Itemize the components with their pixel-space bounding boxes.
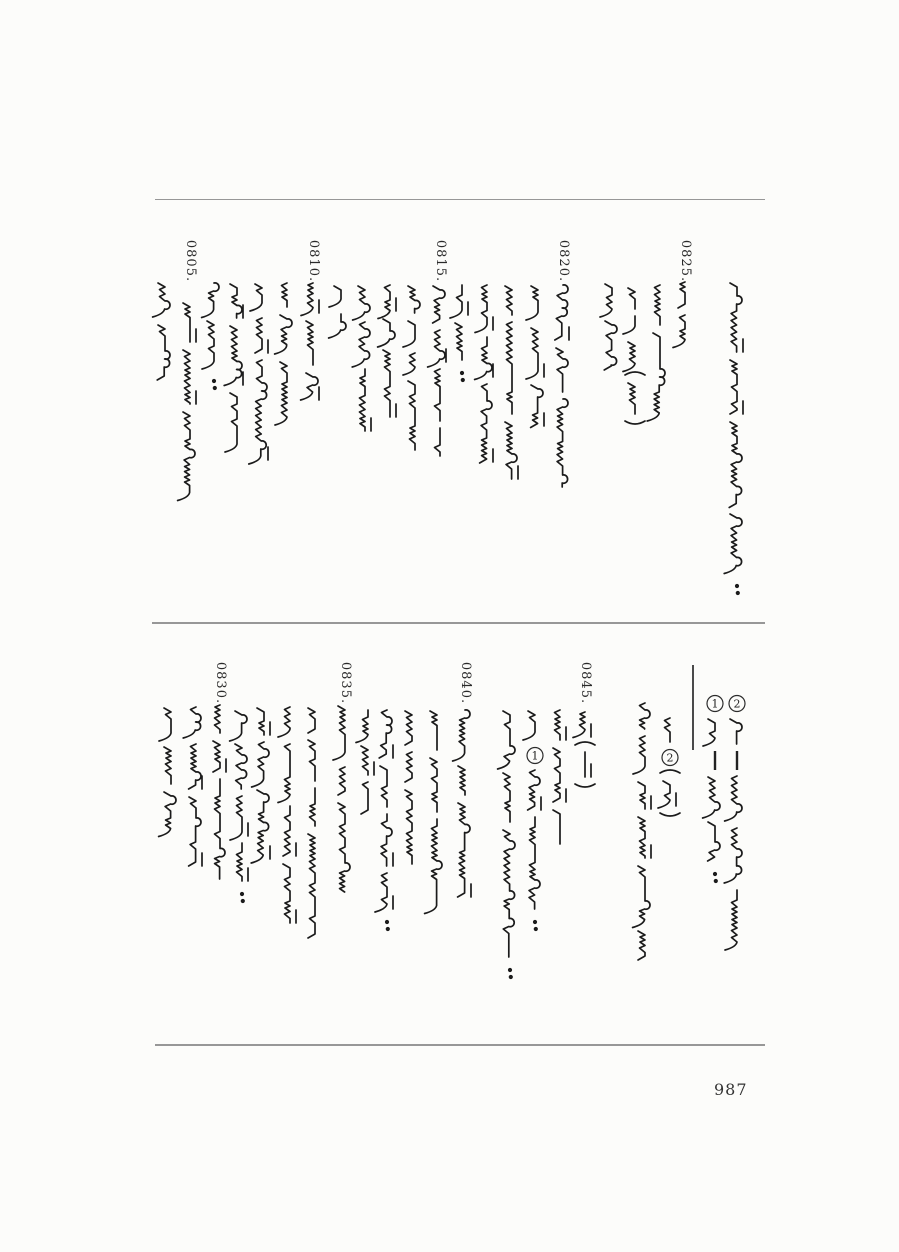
- mongolian-word-glyph: [724, 514, 742, 574]
- mongolian-word-glyph: [623, 316, 635, 334]
- mongolian-word-glyph: [658, 781, 676, 808]
- mongolian-word-glyph: [433, 286, 445, 323]
- mongolian-word-glyph: [507, 322, 513, 414]
- mongolian-word-glyph: [383, 350, 396, 417]
- mongolian-word-glyph: [189, 744, 202, 789]
- mongolian-word-glyph: [252, 742, 269, 787]
- mongolian-word-glyph: [475, 285, 493, 333]
- mongolian-word-glyph: [189, 797, 202, 866]
- mongolian-word-glyph: [505, 286, 512, 315]
- mongolian-word-glyph: [380, 766, 387, 807]
- mongolian-word-glyph: [381, 814, 393, 866]
- mongolian-word-glyph: [183, 707, 201, 738]
- mongolian-word-glyph: [425, 819, 442, 914]
- mongolian-word-glyph: [352, 322, 370, 367]
- full-stop-dot: [461, 378, 465, 382]
- mongolian-word-glyph: [225, 393, 237, 452]
- mongolian-word-glyph: [450, 285, 468, 318]
- full-stop-dot: [509, 975, 513, 979]
- mongolian-word-glyph: [428, 330, 446, 367]
- mongolian-word-glyph: [308, 834, 315, 938]
- mongolian-word-glyph: [308, 740, 315, 781]
- mongolian-word-glyph: [361, 782, 368, 814]
- mongolian-word-glyph: [531, 385, 544, 428]
- full-stop-dot: [385, 920, 389, 924]
- full-stop-dot: [735, 584, 739, 588]
- mongolian-word-glyph: [178, 412, 195, 501]
- mongolian-word-glyph: [213, 741, 226, 772]
- mongolian-word-glyph: [306, 321, 313, 365]
- mongolian-word-glyph: [458, 766, 465, 795]
- mongolian-word-glyph: [724, 828, 742, 883]
- mongolian-word-glyph: [257, 708, 270, 735]
- mongolian-word-glyph: [600, 284, 612, 317]
- mongolian-word-glyph: [202, 321, 214, 369]
- mongolian-word-glyph: [556, 348, 568, 392]
- mongolian-word-glyph: [503, 773, 510, 822]
- mongolian-word-glyph: [553, 748, 566, 802]
- mongolian-word-glyph: [585, 752, 591, 777]
- mongolian-word-glyph: [665, 718, 671, 742]
- mongolian-word-glyph: [408, 286, 420, 313]
- mongolian-text-column: [482, 693, 522, 1000]
- page-number: 987: [714, 1080, 748, 1099]
- mongolian-word-glyph: [528, 770, 541, 810]
- mongolian-word-glyph: [633, 866, 650, 928]
- entry-number: 0845.: [578, 661, 593, 705]
- mongolian-word-glyph: [555, 710, 567, 740]
- mongolian-word-glyph: [725, 776, 742, 821]
- mongolian-word-glyph: [730, 283, 743, 352]
- mongolian-text-column: [584, 266, 624, 394]
- bottom-rule: [155, 1044, 765, 1046]
- mongolian-word-glyph: [251, 790, 270, 863]
- mongolian-word-glyph: [638, 931, 645, 960]
- mongolian-text-column: [143, 690, 183, 855]
- mongolian-word-glyph: [455, 323, 462, 360]
- mongolian-word-glyph: [164, 747, 171, 784]
- entry-number: 0810.: [306, 239, 321, 283]
- mongolian-word-glyph: [159, 708, 171, 741]
- mongolian-word-glyph: [498, 711, 515, 769]
- legend-note-column: [709, 678, 749, 974]
- legend-note-column: [642, 701, 682, 837]
- mongolian-word-glyph: [275, 362, 287, 425]
- full-stop-dot: [460, 371, 464, 375]
- mongolian-word-glyph: [235, 744, 247, 789]
- svg-text:2: 2: [666, 751, 674, 765]
- middle-rule: [152, 622, 765, 624]
- mongolian-word-glyph: [159, 792, 176, 837]
- mongolian-word-glyph: [475, 337, 493, 380]
- mongolian-word-glyph: [183, 303, 196, 342]
- mongolian-word-glyph: [329, 314, 346, 338]
- mongolian-word-glyph: [526, 328, 544, 379]
- mongolian-word-glyph: [153, 283, 170, 317]
- mongolian-word-glyph: [435, 428, 441, 456]
- mongolian-word-glyph: [555, 285, 569, 340]
- mongolian-word-glyph: [647, 333, 665, 421]
- mongolian-word-glyph: [673, 315, 685, 348]
- svg-text:1: 1: [711, 697, 719, 711]
- mongolian-word-glyph: [553, 810, 560, 844]
- mongolian-word-glyph: [458, 803, 471, 897]
- mongolian-word-glyph: [353, 286, 370, 320]
- mongolian-word-glyph: [310, 788, 316, 826]
- mongolian-word-glyph: [435, 369, 441, 421]
- mongolian-word-glyph: [237, 843, 249, 881]
- mongolian-word-glyph: [356, 710, 368, 743]
- mongolian-word-glyph: [655, 285, 661, 325]
- mongolian-word-glyph: [405, 711, 412, 745]
- mongolian-word-glyph: [283, 864, 296, 923]
- full-stop-dot: [240, 892, 244, 896]
- full-stop-dot: [508, 968, 512, 972]
- mongolian-word-glyph: [403, 353, 415, 375]
- mongolian-word-glyph: [301, 373, 319, 400]
- mongolian-word-glyph: [725, 890, 737, 950]
- mongolian-text-column: [137, 265, 177, 403]
- mongolian-word-glyph: [729, 422, 742, 508]
- dash-mark: [736, 751, 738, 770]
- svg-text:2: 2: [733, 697, 741, 711]
- mongolian-word-glyph: [329, 286, 341, 307]
- entry-number: 0840.: [458, 661, 473, 705]
- mongolian-word-glyph: [333, 706, 345, 760]
- entry-number: 0825.: [678, 239, 693, 283]
- entry-number: 0815.: [433, 239, 448, 283]
- full-stop-dot: [241, 899, 245, 903]
- svg-text:1: 1: [531, 749, 539, 763]
- entry-number: 0820.: [556, 239, 571, 283]
- mongolian-word-glyph: [730, 719, 742, 744]
- mongolian-word-glyph: [255, 318, 268, 353]
- mongolian-word-glyph: [730, 360, 743, 414]
- mongolian-word-glyph: [405, 752, 412, 782]
- full-stop-dot: [212, 379, 216, 383]
- full-stop-dot: [736, 591, 740, 595]
- mongolian-word-glyph: [250, 284, 262, 311]
- mongolian-word-glyph: [403, 321, 415, 347]
- full-stop-dot: [534, 927, 538, 931]
- mongolian-word-glyph: [526, 286, 538, 320]
- mongolian-word-glyph: [202, 283, 219, 318]
- mongolian-word-glyph: [378, 285, 396, 319]
- mongolian-word-glyph: [430, 758, 437, 812]
- mongolian-word-glyph: [278, 707, 290, 737]
- mongolian-word-glyph: [505, 422, 518, 479]
- mongolian-word-glyph: [338, 803, 350, 892]
- full-stop-dot: [386, 927, 390, 931]
- mongolian-word-glyph: [308, 708, 315, 733]
- mongolian-word-glyph: [408, 381, 415, 450]
- mongolian-word-glyph: [503, 830, 515, 957]
- mongolian-word-glyph: [183, 350, 196, 404]
- mongolian-word-glyph: [430, 711, 437, 750]
- mongolian-word-glyph: [378, 319, 395, 347]
- mongolian-word-glyph: [623, 342, 635, 372]
- mongolian-word-glyph: [278, 744, 290, 803]
- mongolian-word-glyph: [379, 710, 393, 758]
- entry-number: 0835.: [338, 661, 353, 705]
- mongolian-word-glyph: [215, 779, 226, 879]
- mongolian-word-glyph: [604, 321, 617, 370]
- mongolian-word-glyph: [557, 399, 568, 487]
- mongolian-word-glyph: [361, 746, 374, 775]
- mongolian-word-glyph: [405, 790, 412, 864]
- mongolian-word-glyph: [523, 711, 535, 740]
- mongolian-word-glyph: [230, 796, 248, 840]
- mongolian-word-glyph: [628, 383, 635, 414]
- mongolian-word-glyph: [283, 806, 296, 856]
- mongolian-word-glyph: [275, 315, 292, 354]
- mongolian-word-glyph: [360, 369, 372, 431]
- mongolian-word-glyph: [249, 360, 268, 464]
- mongolian-word-glyph: [230, 284, 243, 318]
- mongolian-word-glyph: [529, 817, 540, 909]
- full-stop-dot: [213, 386, 217, 390]
- mongolian-word-glyph: [338, 767, 345, 795]
- mongolian-word-glyph: [157, 325, 170, 380]
- mongolian-word-glyph: [224, 326, 243, 386]
- mongolian-word-glyph: [573, 712, 591, 738]
- mongolian-word-glyph: [375, 873, 393, 912]
- mongolian-text-column: [709, 265, 749, 616]
- full-stop-dot: [533, 920, 537, 924]
- entry-number: 0805.: [183, 239, 198, 283]
- mongolian-word-glyph: [628, 288, 635, 309]
- mongolian-word-glyph: [480, 384, 493, 463]
- mongolian-word-glyph: [282, 283, 288, 307]
- mongolian-word-glyph: [453, 710, 470, 761]
- top-rule: [155, 199, 765, 200]
- mongolian-word-glyph: [230, 711, 247, 741]
- entry-number: 0830.: [213, 661, 228, 705]
